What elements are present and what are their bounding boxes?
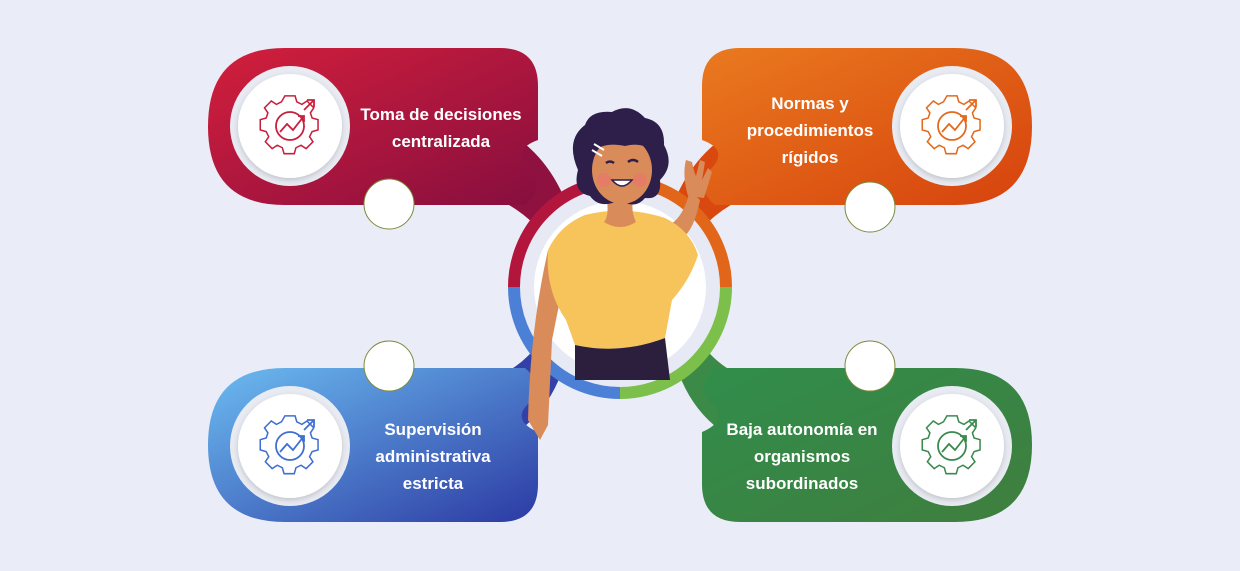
- label-bottom-left: [348, 416, 518, 497]
- label-line: Toma de decisiones: [360, 105, 522, 124]
- notch-top-left: [364, 179, 414, 229]
- label-line: rígidos: [781, 148, 839, 167]
- label-bottom-right: [712, 416, 892, 497]
- label-line: procedimientos: [746, 121, 874, 140]
- label-line: Normas y: [771, 94, 849, 113]
- label-line: organismos: [753, 447, 851, 466]
- label-line: administrativa: [375, 447, 491, 466]
- label-line: centralizada: [391, 132, 491, 151]
- notch-bottom-left: [364, 341, 414, 391]
- label-top-left: [350, 101, 532, 155]
- label-line: Supervisión: [384, 420, 482, 439]
- label-line: subordinados: [745, 474, 859, 493]
- label-line: Baja autonomía en: [726, 420, 878, 439]
- label-line: estricta: [402, 474, 464, 493]
- notch-top-right: [845, 182, 895, 232]
- notch-bottom-right: [845, 341, 895, 391]
- label-top-right: [725, 90, 895, 171]
